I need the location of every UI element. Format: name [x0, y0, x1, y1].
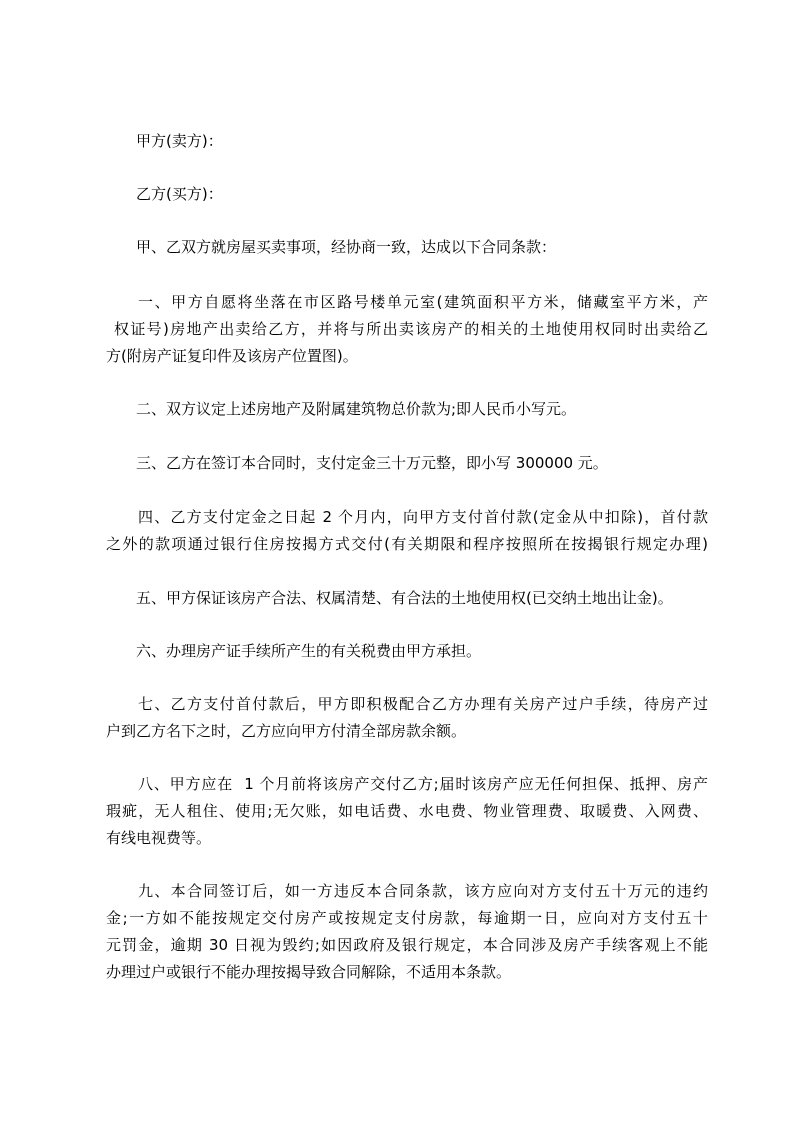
clause-8-line-3: 有线电视费等。: [106, 829, 212, 847]
clause-1-line-1: 一、甲方自愿将坐落在市区路号楼单元室(建筑面积平方米，储藏室平方米，产: [138, 293, 708, 311]
clause-4-line-2: 之外的款项通过银行住房按揭方式交付(有关期限和程序按照所在按揭银行规定办理): [106, 535, 708, 553]
clause-1-line-3: 方(附房产证复印件及该房产位置图)。: [106, 347, 358, 365]
clause-4-line-1: 四、乙方支付定金之日起 2 个月内，向甲方支付首付款(定金从中扣除)，首付款: [138, 508, 708, 526]
clause-8-line-2: 瑕疵，无人租住、使用;无欠账，如电话费、水电费、物业管理费、取暖费、入网费、: [106, 802, 708, 820]
clause-5-paragraph: 五、甲方保证该房产合法、权属清楚、有合法的土地使用权(已交纳土地出让金)。: [136, 589, 673, 607]
clause-9-line-2: 金;一方如不能按规定交付房产或按规定支付房款，每逾期一日，应向对方支付五十: [106, 909, 708, 927]
clause-2-paragraph: 二、双方议定上述房地产及附属建筑物总价款为;即人民币小写元。: [136, 400, 577, 418]
clause-9-line-1: 九、本合同签订后，如一方违反本合同条款，该方应向对方支付五十万元的违约: [138, 882, 708, 900]
clause-8-line-1: 八、甲方应在 1 个月前将该房产交付乙方;届时该房产应无任何担保、抵押、房产: [138, 775, 708, 793]
clause-9-line-4: 办理过户或银行不能办理按揭导致合同解除，不适用本条款。: [106, 963, 512, 981]
clause-7-line-2: 户到乙方名下之时，乙方应向甲方付清全部房款余额。: [106, 722, 467, 740]
clause-3-paragraph: 三、乙方在签订本合同时，支付定金三十万元整，即小写 300000 元。: [136, 454, 608, 472]
party-a-label: 甲方(卖方)：: [136, 132, 223, 150]
preamble-paragraph: 甲、乙双方就房屋买卖事项，经协商一致，达成以下合同条款：: [136, 238, 557, 256]
clause-6-paragraph: 六、办理房产证手续所产生的有关税费由甲方承担。: [136, 642, 482, 660]
party-b-label: 乙方(买方)：: [136, 185, 223, 203]
clause-9-line-3: 元罚金，逾期 30 日视为毁约;如因政府及银行规定，本合同涉及房产手续客观上不能: [106, 936, 708, 954]
clause-1-line-2: 权证号)房地产出卖给乙方，并将与所出卖该房产的相关的土地使用权同时出卖给乙: [114, 320, 708, 338]
clause-7-line-1: 七、乙方支付首付款后，甲方即积极配合乙方办理有关房产过户手续，待房产过: [138, 695, 708, 713]
